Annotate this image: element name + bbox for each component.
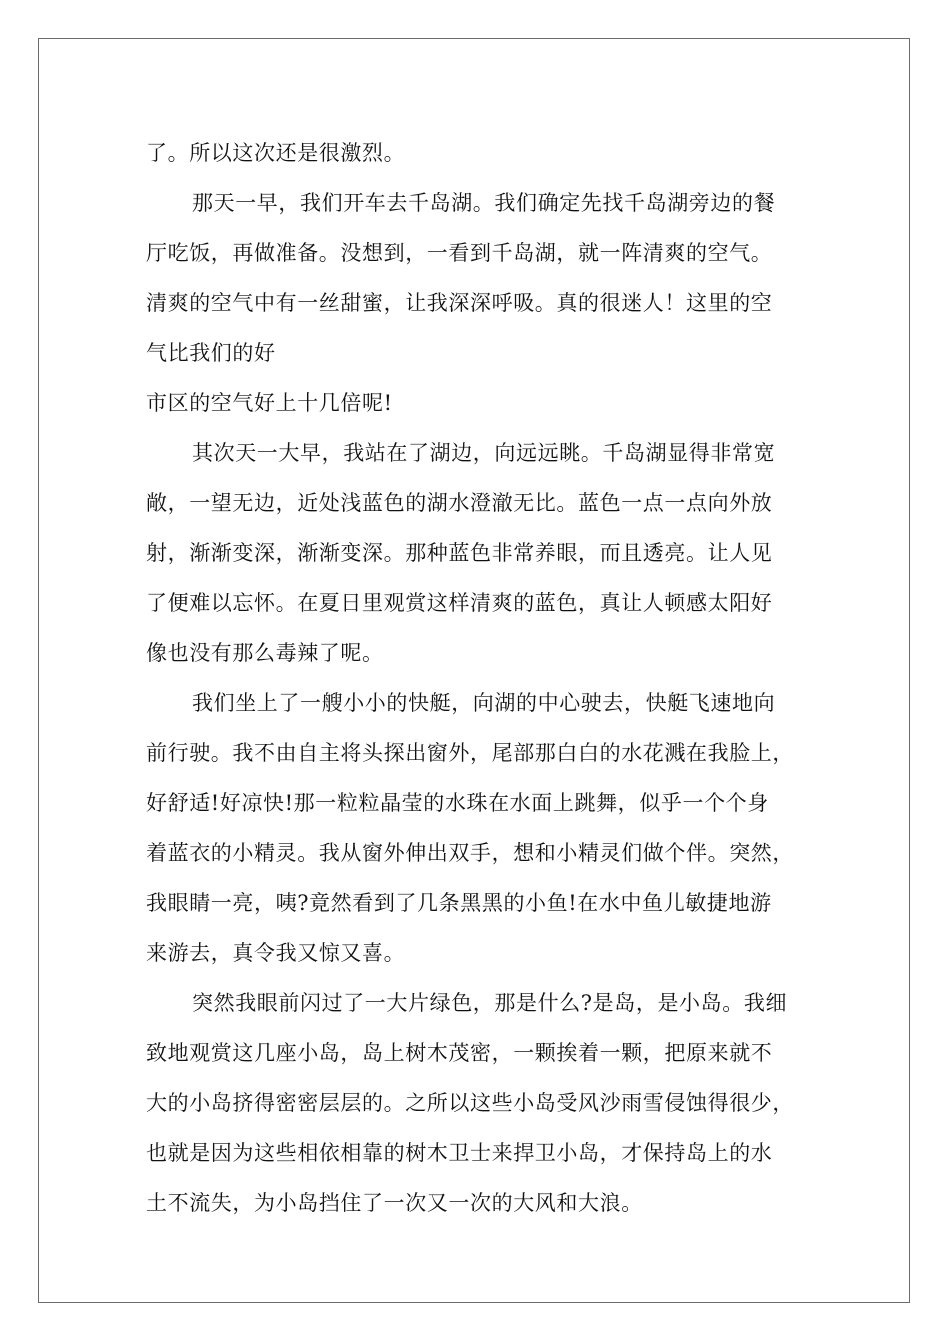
text-line: 气比我们的好 [146,341,276,365]
text-line: 好舒适!好凉快!那一粒粒晶莹的水珠在水面上跳舞，似乎一个个身 [146,791,769,815]
text-line: 大的小岛挤得密密层层的。之所以这些小岛受风沙雨雪侵蚀得很少， [146,1091,794,1115]
paragraph-start-line: 突然我眼前闪过了一大片绿色，那是什么?是岛，是小岛。我细 [192,991,788,1015]
text-line: 了便难以忘怀。在夏日里观赏这样清爽的蓝色，真让人顿感太阳好 [146,591,773,615]
text-line: 射，渐渐变深，渐渐变深。那种蓝色非常养眼，而且透亮。让人见 [146,541,773,565]
text-line: 我眼睛一亮，咦?竟然看到了几条黑黑的小鱼!在水中鱼儿敏捷地游 [146,891,772,915]
text-line: 也就是因为这些相依相靠的树木卫士来捍卫小岛，才保持岛上的水 [146,1141,773,1165]
text-line: 前行驶。我不由自主将头探出窗外，尾部那白白的水花溅在我脸上， [146,741,794,765]
text-line: 市区的空气好上十几倍呢! [146,391,393,415]
text-line: 土不流失，为小岛挡住了一次又一次的大风和大浪。 [146,1191,643,1215]
text-line: 来游去，真令我又惊又喜。 [146,941,406,965]
text-line: 像也没有那么毒辣了呢。 [146,641,384,665]
text-line: 着蓝衣的小精灵。我从窗外伸出双手，想和小精灵们做个伴。突然， [146,841,794,865]
text-line: 致地观赏这几座小岛，岛上树木茂密，一颗挨着一颗，把原来就不 [146,1041,773,1065]
paragraph-start-line: 我们坐上了一艘小小的快艇，向湖的中心驶去，快艇飞速地向 [192,691,776,715]
text-line: 厅吃饭，再做准备。没想到，一看到千岛湖，就一阵清爽的空气。 [146,241,773,265]
text-line: 清爽的空气中有一丝甜蜜，让我深深呼吸。真的很迷人！这里的空 [146,291,773,315]
paragraph-start-line: 其次天一大早，我站在了湖边，向远远眺。千岛湖显得非常宽 [192,441,776,465]
text-line: 敞，一望无边，近处浅蓝色的湖水澄澈无比。蓝色一点一点向外放 [146,491,773,515]
document-body [146,128,810,1228]
paragraph-start-line: 那天一早，我们开车去千岛湖。我们确定先找千岛湖旁边的餐 [192,191,776,215]
text-line: 了。所以这次还是很激烈。 [146,141,406,165]
